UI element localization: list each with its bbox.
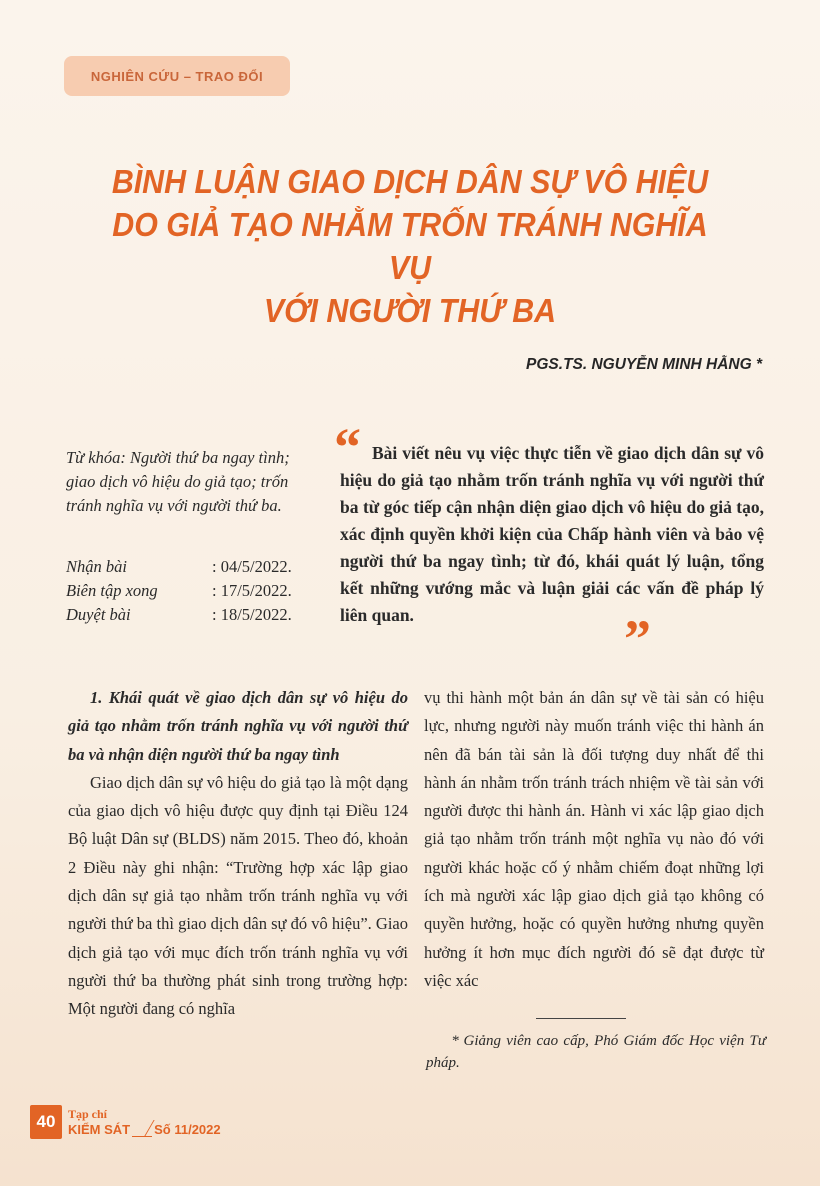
abstract-text: Bài viết nêu vụ việc thực tiễn về giao dịch dân sự vô hiệu do giả tạo nhằm trốn tránh nghĩa vụ với người thứ ba từ góc tiếp cận nhận diện giao dịch vô hiệu do giả tạo, xác định quyền khởi kiện của Chấp hành viên và bảo vệ người thứ ba ngay tình; từ đó, khái quát lý luận, tổng kết những vướng mắc và luận giải các vấn đề pháp lý liên quan. [340, 443, 764, 625]
date-value: : 18/5/2022. [212, 605, 292, 624]
page-number: 40 [30, 1105, 62, 1139]
footnote-marker: * [452, 1033, 460, 1049]
left-column [68, 684, 408, 1024]
article-title [88, 160, 732, 332]
article-dates [66, 555, 316, 627]
magazine-label: Tạp chí [68, 1107, 108, 1121]
section-heading: 1. Khái quát về giao dịch dân sự vô hiệu do giả tạo nhằm trốn tránh nghĩa vụ với người thứ ba và nhận diện người thứ ba ngay tình [68, 688, 408, 764]
slash-divider [132, 1121, 152, 1137]
date-row [66, 603, 316, 627]
date-row [66, 579, 316, 603]
date-label: Biên tập xong [66, 581, 158, 600]
date-row [66, 555, 316, 579]
page-footer [30, 1104, 221, 1140]
open-quote-icon: “ [334, 417, 361, 477]
close-quote-icon: ” [624, 609, 651, 669]
keywords: Từ khóa: Người thứ ba ngay tình; giao dịch vô hiệu do giả tạo; trốn tránh nghĩa vụ với người thứ ba. [66, 448, 290, 515]
date-label: Nhận bài [66, 557, 127, 576]
date-value: : 17/5/2022. [212, 581, 292, 600]
title-line: VỚI NGƯỜI THỨ BA [263, 292, 557, 329]
date-value: : 04/5/2022. [212, 557, 292, 576]
footnote [426, 1030, 766, 1074]
footnote-divider [536, 1018, 626, 1019]
right-column [424, 684, 764, 995]
issue-number: Số 11/2022 [154, 1122, 221, 1137]
title-line: DO GIẢ TẠO NHẰM TRỐN TRÁNH NGHĨA VỤ [112, 206, 708, 286]
abstract [340, 440, 764, 629]
footnote-text: Giảng viên cao cấp, Phó Giám đốc Học viện Tư pháp. [426, 1033, 766, 1071]
body-paragraph: vụ thi hành một bản án dân sự về tài sản có hiệu lực, nhưng người này muốn tránh việc thi hành án nên đã bán tài sản là đối tượng duy nhất để thi hành án nhằm trốn tránh trách nhiệm về tài sản với người được thi hành án. Hành vi xác lập giao dịch giả tạo nhằm trốn tránh một nghĩa vụ nào đó với người khác hoặc cố ý nhằm chiếm đoạt những lợi ích mà người xác lập giao dịch giả tạo không có quyền hưởng, hoặc có quyền hưởng nhưng quyền hưởng ít hơn mục đích người đó sẽ đạt được từ việc xác [424, 688, 764, 990]
section-tag: NGHIÊN CỨU – TRAO ĐỔI [64, 56, 290, 96]
magazine-masthead [68, 1107, 221, 1137]
title-line: BÌNH LUẬN GIAO DỊCH DÂN SỰ VÔ HIỆU [111, 163, 709, 200]
author: PGS.TS. NGUYỄN MINH HẰNG * [526, 356, 762, 373]
magazine-title-row [68, 1121, 221, 1137]
body-paragraph: Giao dịch dân sự vô hiệu do giả tạo là một dạng của giao dịch vô hiệu được quy định tại Điều 124 Bộ luật Dân sự (BLDS) năm 2015. Theo đó, khoản 2 Điều này ghi nhận: “Trường hợp xác lập giao dịch dân sự giả tạo nhằm trốn tránh nghĩa vụ với người thứ ba thì giao dịch dân sự đó vô hiệu”. Giao dịch giả tạo với mục đích trốn tránh nghĩa vụ với người thứ ba thường phát sinh trong trường hợp: Một người đang có nghĩa [68, 772, 408, 1019]
magazine-name: KIỂM SÁT [68, 1122, 131, 1137]
date-label: Duyệt bài [66, 605, 131, 624]
